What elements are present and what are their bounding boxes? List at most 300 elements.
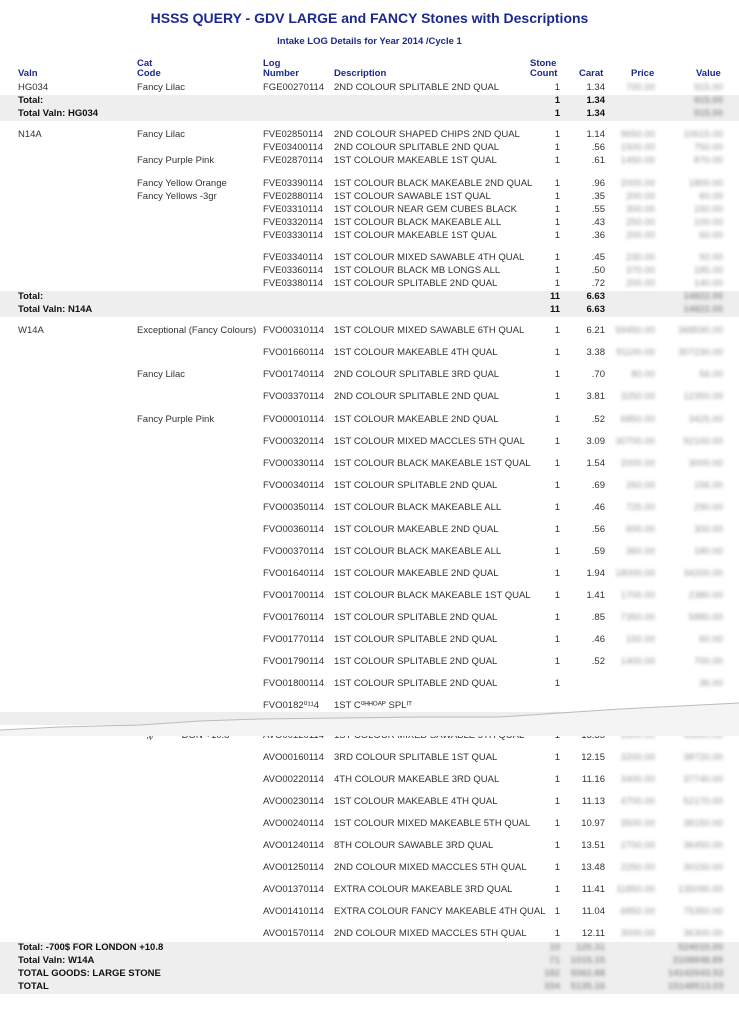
cell-valn: Total: [18,95,44,106]
cell-carat: .36 [591,230,605,241]
header-carat: Carat [579,68,604,79]
cell-count: 1 [554,252,560,263]
cell-count: 1 [554,217,560,228]
total-row [0,955,739,968]
cell-log: FVO01640114 [263,568,325,579]
cell-log: FVE03380114 [263,278,324,289]
cell-count: 1 [554,142,560,153]
cell-carat: .96 [591,178,605,189]
cell-count: 1 [554,325,560,336]
cell-price: 7350.00 [620,612,655,623]
cell-count: 1 [554,546,560,557]
cell-desc: 1ST COLOUR MIXED MACCLES 5TH QUAL [334,436,525,447]
cell-desc: 8TH COLOUR SAWABLE 3RD QUAL [334,840,494,851]
table-row [0,928,739,940]
cell-count: 1 [554,129,560,140]
cell-value: 915.00 [693,95,723,106]
cell-log: AVO00160114 [263,752,324,763]
cell-price: 2000.00 [620,458,655,469]
table-row [0,818,739,830]
table-row [0,129,739,141]
cell-log: FVO00330114 [263,458,325,469]
cell-price: 370.00 [625,265,655,276]
cell-log: FVO00350114 [263,502,325,513]
table-row [0,178,739,190]
table-row [0,906,739,918]
header-code: Code [137,68,161,79]
cell-carat: 1.34 [586,82,605,93]
cell-carat: 6.63 [586,291,605,302]
cell-log: FVE03360114 [263,265,324,276]
cell-price: 2250.00 [620,862,655,873]
cell-count: 1 [554,862,560,873]
cell-value: 3108848.89 [672,955,723,966]
cell-value: 3000.00 [688,458,723,469]
table-row [0,502,739,514]
cell-log: FVE02870114 [263,155,324,166]
cell-log: FVO00010114 [263,414,325,425]
cell-value: 915.00 [693,82,723,93]
table-row [0,568,739,580]
table-row [0,155,739,167]
cell-value: 300.00 [693,524,723,535]
cell-carat: 1.14 [586,129,605,140]
cell-desc: EXTRA COLOUR MAKEABLE 3RD QUAL [334,884,513,895]
cell-price: 3200.00 [620,752,655,763]
table-row [0,204,739,216]
table-row [0,480,739,492]
column-header [0,58,739,82]
cell-price: 6850.00 [620,906,655,917]
cell-carat: 3.38 [586,347,605,358]
cell-carat: .46 [591,634,605,645]
cell-log: FVO01760114 [263,612,325,623]
cell-desc: 2ND COLOUR SHAPED CHIPS 2ND QUAL [334,129,520,140]
cell-value: 15148513.03 [668,981,724,992]
cell-value: 185.00 [693,265,723,276]
cell-price: 600.00 [625,524,655,535]
cell-price: 18000.00 [615,568,655,579]
cell-log: FVO01800114 [263,678,325,689]
cell-count: 1 [554,95,560,106]
cell-carat: 1.94 [586,568,605,579]
cell-desc: 1ST COLOUR SPLITABLE 2ND QUAL [334,678,498,689]
header-number: Number [263,68,299,79]
cell-price: 1400.00 [620,656,655,667]
cell-price: 91100.00 [616,347,655,358]
cell-count: 1 [554,796,560,807]
cell-valn: HG034 [18,82,49,93]
cell-count: 334 [544,981,560,992]
cell-carat: 10.97 [581,818,605,829]
cell-desc: 1ST COLOUR MAKEABLE 4TH QUAL [334,796,498,807]
table-row [0,191,739,203]
cell-log: FVE03310114 [263,204,324,215]
cell-value: 135090.00 [678,884,723,895]
cell-carat: 6.21 [586,325,605,336]
table-row [0,774,739,786]
cell-desc: 1ST COLOUR NEAR GEM CUBES BLACK [334,204,518,215]
cell-carat: 12.11 [581,928,605,939]
cell-desc: 2ND COLOUR MIXED MACCLES 5TH QUAL [334,862,527,873]
cell-desc: 1ST COLOUR SPLITABLE 2ND QUAL [334,656,498,667]
cell-carat: 5062.88 [570,968,605,979]
cell-price: 200.00 [625,230,655,241]
cell-value: 92.00 [699,252,723,263]
cell-desc: 1ST COLOUR BLACK MAKEABLE ALL [334,217,502,228]
cell-count: 1 [554,391,560,402]
report-subtitle: Intake LOG Details for Year 2014 /Cycle 1 [277,36,462,47]
cell-log: FVO00310114 [263,325,325,336]
cell-value: 36300.00 [683,928,723,939]
cell-log: AVO01240114 [263,840,324,851]
cell-value: 700.00 [693,656,723,667]
cell-desc: 1ST COLOUR BLACK MAKEABLE ALL [334,502,502,513]
cell-count: 1 [554,840,560,851]
cell-price: 700.00 [625,82,655,93]
cell-cat: Fancy Lilac [137,369,186,380]
cell-count: 1 [554,590,560,601]
cell-desc: 1ST COLOUR BLACK MAKEABLE 1ST QUAL [334,590,531,601]
cell-carat: .69 [591,480,605,491]
table-row [0,252,739,264]
cell-carat: .50 [591,265,605,276]
cell-count: 1 [554,502,560,513]
cell-carat: 1.54 [586,458,605,469]
table-row [0,278,739,290]
cell-desc: 1ST COLOUR MIXED SAWABLE 6TH QUAL [334,325,525,336]
cell-carat: .55 [591,204,605,215]
total-row [0,981,739,994]
cell-carat: 1.34 [586,95,605,106]
header-count: Count [530,68,558,79]
cell-value: 150.00 [693,204,723,215]
table-row [0,590,739,602]
cell-value: 307230.00 [678,347,723,358]
cell-count: 1 [554,191,560,202]
cell-value: 100.00 [693,217,723,228]
cell-carat: 11.04 [581,906,605,917]
report-title: HSSS QUERY - GDV LARGE and FANCY Stones with Descriptions [150,10,589,26]
cell-value: 56.00 [699,369,723,380]
cell-log: AVO01410114 [263,906,324,917]
cell-price: 1500.00 [620,142,655,153]
cell-price: 6850.00 [620,414,655,425]
cell-price: 3400.00 [620,774,655,785]
total-row [0,108,739,121]
table-row [0,82,739,94]
cell-value: 92100.00 [683,436,723,447]
cell-count: 1 [554,656,560,667]
table-row [0,265,739,277]
cell-log: FVE03340114 [263,252,324,263]
cell-value: 38720.00 [683,752,723,763]
cell-carat: .45 [591,252,605,263]
cell-carat: 3.09 [586,436,605,447]
table-row [0,414,739,426]
cell-count: 182 [544,968,560,979]
cell-count: 1 [554,278,560,289]
cell-log: AVO01570114 [263,928,324,939]
cell-value: 14822.00 [683,304,723,315]
cell-value: 75350.00 [683,906,723,917]
cell-carat: .46 [591,502,605,513]
cell-desc: 1ST COLOUR BLACK MAKEABLE 1ST QUAL [334,458,531,469]
cell-desc: 1ST COLOUR MAKEABLE 1ST QUAL [334,230,497,241]
header-stone: Stone [530,58,557,69]
cell-desc: 1ST COLOUR MAKEABLE 1ST QUAL [334,155,497,166]
cell-carat: .56 [591,524,605,535]
cell-count: 1 [554,436,560,447]
header-log: Log [263,58,281,69]
cell-log: FVO00370114 [263,546,325,557]
cell-value: 34200.00 [683,568,723,579]
cell-cat: Fancy Lilac [137,129,186,140]
cell-value: 37740.00 [683,774,723,785]
cell-value: 36450.00 [683,840,723,851]
cell-carat: .43 [591,217,605,228]
cell-desc: 1ST COLOUR MIXED SAWABLE 4TH QUAL [334,252,525,263]
cell-value: 368590.00 [678,325,723,336]
cell-count: 1 [554,612,560,623]
table-row [0,612,739,624]
cell-count: 1 [554,818,560,829]
cell-carat: 1.41 [586,590,605,601]
cell-valn: Total: [18,291,44,302]
table-row [0,391,739,403]
cell-log: FVE02850114 [263,129,324,140]
total-row [0,304,739,317]
cell-count: 1 [554,524,560,535]
cell-count: 1 [554,369,560,380]
header-price: Price [631,68,655,79]
cell-log: FVE03320114 [263,217,324,228]
cell-count: 1 [554,155,560,166]
cell-log: FVE03390114 [263,178,324,189]
cell-value: 52170.00 [683,796,723,807]
cell-desc: 1ST COLOUR MAKEABLE 2ND QUAL [334,414,499,425]
cell-log: FVO01740114 [263,369,325,380]
cell-value: 38150.00 [683,818,723,829]
table-row [0,752,739,764]
cell-valn: Total Valn: W14A [18,955,95,966]
cell-log: FVO00360114 [263,524,325,535]
cell-log: FVO00340114 [263,480,325,491]
cell-desc: 1ST COLOUR BLACK MB LONGS ALL [334,265,501,276]
cell-count: 1 [554,774,560,785]
cell-carat: 11.41 [581,884,605,895]
cell-valn: W14A [18,325,44,336]
cell-count: 1 [554,414,560,425]
torn-paper-divider [0,700,739,736]
cell-price: 30700.00 [615,436,655,447]
cell-valn: TOTAL GOODS: LARGE STONE [18,968,161,979]
cell-desc: 2ND COLOUR MIXED MACCLES 5TH QUAL [334,928,527,939]
cell-value: 36.00 [699,678,723,689]
cell-log: AVO01370114 [263,884,324,895]
cell-value: 290.00 [693,502,723,513]
cell-log: FVO01700114 [263,590,325,601]
cell-carat: .72 [591,278,605,289]
cell-count: 1 [554,265,560,276]
cell-value: 60.00 [699,230,723,241]
cell-desc: 1ST COLOUR BLACK MAKEABLE ALL [334,546,502,557]
table-row [0,325,739,337]
table-row [0,656,739,668]
cell-carat: .52 [591,656,605,667]
cell-price: 1700.00 [620,590,655,601]
header-value: Value [696,68,721,79]
cell-count: 1 [554,458,560,469]
cell-count: 1 [554,347,560,358]
cell-log: FVO01770114 [263,634,325,645]
cell-desc: 3RD COLOUR SPLITABLE 1ST QUAL [334,752,498,763]
total-row [0,291,739,304]
cell-carat: 1015.15 [570,955,605,966]
cell-value: 750.00 [693,142,723,153]
cell-desc: 1ST COLOUR MAKEABLE 2ND QUAL [334,524,499,535]
cell-carat: .35 [591,191,605,202]
cell-price: 260.00 [625,480,655,491]
cell-value: 140.00 [693,278,723,289]
cell-price: 2000.00 [620,178,655,189]
cell-count: 10 [549,942,560,953]
cell-value: 180.00 [693,546,723,557]
total-row [0,968,739,981]
cell-value: 3425.00 [688,414,723,425]
cell-value: 524010.00 [678,942,723,953]
cell-log: AVO01250114 [263,862,324,873]
cell-price: 360.00 [625,546,655,557]
table-row [0,347,739,359]
cell-price: 3250.00 [620,391,655,402]
header-valn: Valn [18,68,38,79]
cell-value: 14142043.53 [668,968,724,979]
cell-price: 11850.00 [616,884,655,895]
cell-count: 1 [554,884,560,895]
cell-value: 1800.00 [688,178,723,189]
cell-count: 1 [554,204,560,215]
cell-carat: .61 [591,155,605,166]
cell-count: 1 [554,906,560,917]
cell-value: 870.00 [693,155,723,166]
cell-count: 1 [554,82,560,93]
cell-value: 60.00 [699,191,723,202]
cell-price: 200.00 [625,278,655,289]
cell-price: 725.00 [625,502,655,513]
cell-price: 2700.00 [620,840,655,851]
cell-log: AVO00240114 [263,818,324,829]
table-row [0,458,739,470]
cell-desc: 1ST COLOUR MIXED MAKEABLE 5TH QUAL [334,818,531,829]
cell-count: 1 [554,752,560,763]
cell-value: 2380.00 [688,590,723,601]
cell-price: 1450.00 [620,155,655,166]
cell-carat: 3.81 [586,391,605,402]
cell-carat: .56 [591,142,605,153]
cell-carat: .59 [591,546,605,557]
cell-count: 1 [554,480,560,491]
cell-carat: 1.34 [586,108,605,119]
cell-desc: 1ST COLOUR BLACK MAKEABLE 2ND QUAL [334,178,533,189]
cell-price: 80.00 [631,369,655,380]
total-row [0,942,739,955]
cell-carat: 12.15 [581,752,605,763]
header-description: Description [334,68,387,79]
cell-desc: 1ST COLOUR MAKEABLE 2ND QUAL [334,568,499,579]
table-row [0,524,739,536]
cell-cat: Fancy Purple Pink [137,155,215,166]
cell-price: 150.00 [625,634,655,645]
cell-price: 230.00 [625,252,655,263]
cell-carat: .70 [591,369,605,380]
cell-log: FGE00270114 [263,82,325,93]
cell-cat: Fancy Yellows -3gr [137,191,217,202]
cell-log: FVO03370114 [263,391,325,402]
cell-carat: .85 [591,612,605,623]
cell-count: 1 [554,230,560,241]
table-row [0,369,739,381]
cell-price: 200.00 [625,191,655,202]
cell-desc: 2ND COLOUR SPLITABLE 2ND QUAL [334,82,500,93]
cell-cat: Fancy Lilac [137,82,186,93]
table-row [0,217,739,229]
cell-value: 14822.00 [683,291,723,302]
header-cat: Cat [137,58,153,69]
cell-price: 3500.00 [620,818,655,829]
table-row [0,436,739,448]
cell-count: 1 [554,634,560,645]
cell-valn: Total: -700$ FOR LONDON +10.8 [18,942,164,953]
cell-price: 250.00 [625,217,655,228]
table-row [0,840,739,852]
cell-value: 915.00 [693,108,723,119]
table-row [0,634,739,646]
cell-count: 1 [554,178,560,189]
cell-log: FVO0182⁰¹¹4 [263,700,320,711]
cell-desc: 1ST COLOUR SPLITABLE 2ND QUAL [334,278,498,289]
table-row [0,230,739,242]
cell-price: 4700.00 [620,796,655,807]
cell-value: 12350.00 [683,391,723,402]
cell-desc: EXTRA COLOUR FANCY MAKEABLE 4TH QUAL [334,906,546,917]
cell-carat: 11.13 [581,796,605,807]
cell-carat: 6.63 [586,304,605,315]
table-row [0,546,739,558]
table-row [0,884,739,896]
cell-valn: TOTAL [18,981,49,992]
cell-carat: 13.48 [581,862,605,873]
cell-count: 11 [549,304,560,315]
cell-carat: 120.31 [575,942,605,953]
cell-desc: 1ST COLOUR SPLITABLE 2ND QUAL [334,634,498,645]
cell-log: FVE03330114 [263,230,324,241]
table-row [0,862,739,874]
cell-desc: 1ST COLOUR SPLITABLE 2ND QUAL [334,612,498,623]
cell-price: 300.00 [625,204,655,215]
cell-desc: 4TH COLOUR MAKEABLE 3RD QUAL [334,774,500,785]
cell-log: FVO01660114 [263,347,325,358]
cell-log: FVO01790114 [263,656,325,667]
cell-valn: N14A [18,129,42,140]
cell-cat: Fancy Purple Pink [137,414,215,425]
cell-count: 11 [549,291,560,302]
cell-cat: Fancy Yellow Orange [137,178,227,189]
table-row [0,142,739,154]
cell-value: 30150.00 [683,862,723,873]
cell-count: 71 [549,955,560,966]
cell-value: 60.00 [699,634,723,645]
